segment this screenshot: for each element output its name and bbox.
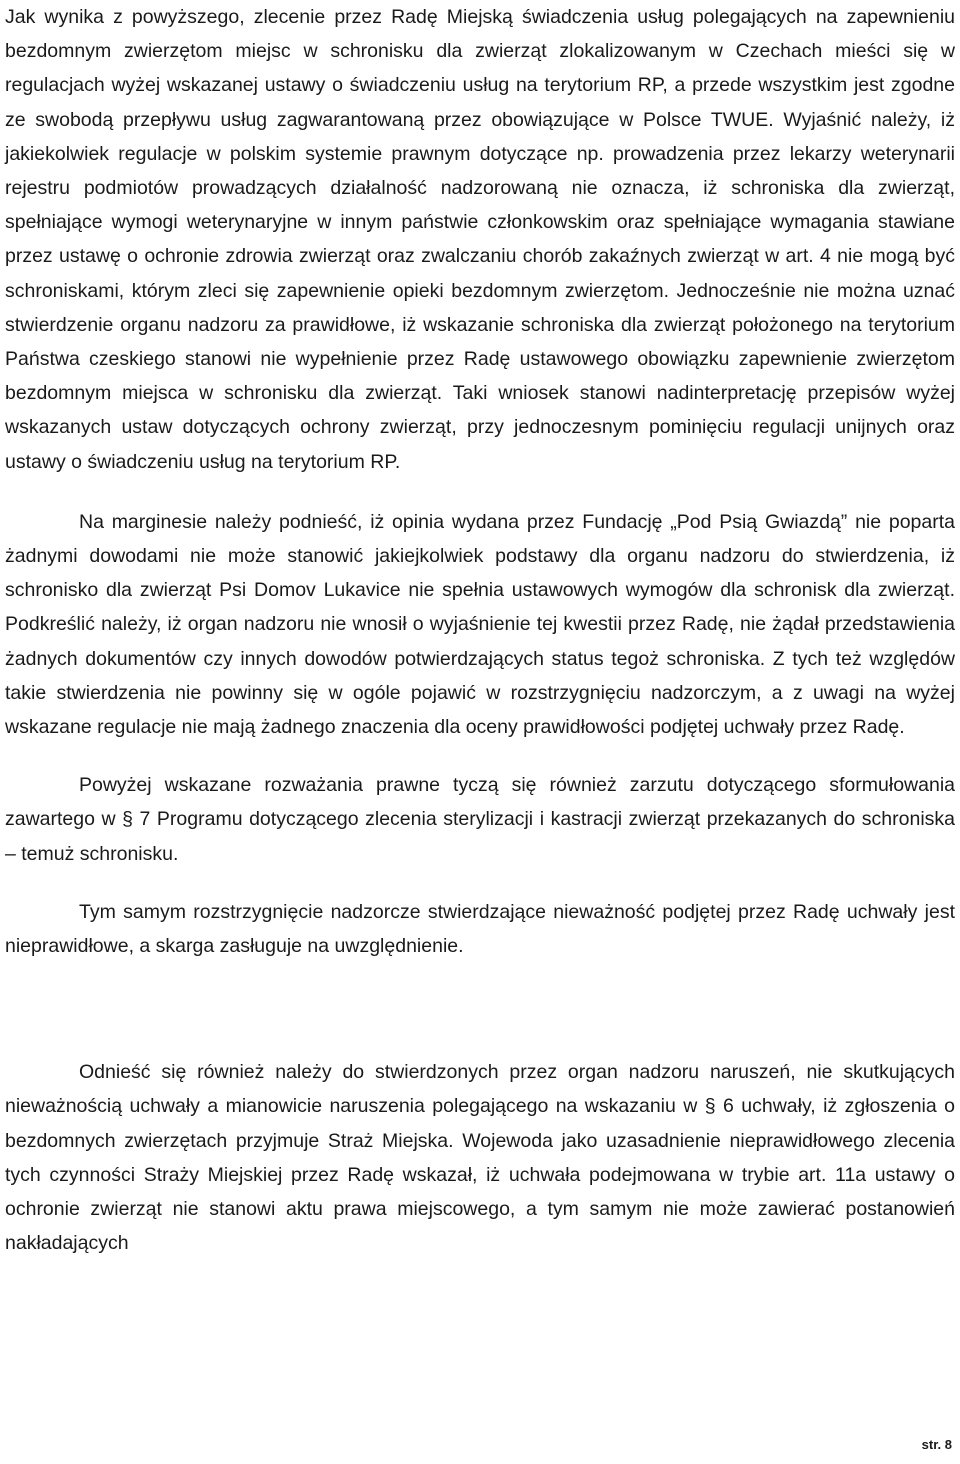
paragraph-4: Tym samym rozstrzygnięcie nadzorcze stwierdzające nieważność podjętej przez Radę uchwały jest nieprawidłowe, a skarga zasługuje na uwzględnienie.	[5, 900, 955, 958]
paragraph-1: Jak wynika z powyższego, zlecenie przez Radę Miejską świadczenia usług polegających na zapewnieniu bezdomnym zwierzętom miejsc w schronisku dla zwierząt zlokalizowanym w Czechach mieści się w regulacjach wyżej wskazanej ustawy o świadczeniu usług na terytorium RP, a przede wszystkim jest zgodne ze swobodą przepływu usług zagwarantowaną przez obowiązujące w Polsce TWUE. Wyjaśnić należy, iż jakiekolwiek regulacje w polskim systemie prawnym dotyczące np. prowadzenia przez lekarzy weterynarii rejestru podmiotów prowadzących działalność nadzorowaną nie oznacza, iż schroniska dla zwierząt, spełniające wymogi weterynaryjne w innym państwie członkowskim oraz spełniające wymagania stawiane przez ustawę o ochronie zdrowia zwierząt oraz zwalczaniu chorób zakaźnych zwierząt w art. 4 nie mogą być schroniskami, którym zleci się zapewnienie opieki bezdomnym zwierzętom. Jednocześnie nie można uznać stwierdzenie organu nadzoru za prawidłowe, iż wskazanie schroniska dla zwierząt położonego na terytorium Państwa czeskiego stanowi nie wypełnienie przez Radę ustawowego obowiązku zapewnienie zwierzętom bezdomnym miejsca w schronisku dla zwierząt. Taki wniosek stanowi nadinterpretację przepisów wyżej wskazanych ustaw dotyczących ochrony zwierząt, przy jednoczesnym pominięciu regulacji unijnych oraz ustawy o świadczeniu usług na terytorium RP.	[5, 6, 955, 473]
document-page	[5, 0, 955, 1261]
paragraph-2: Na marginesie należy podnieść, iż opinia wydana przez Fundację „Pod Psią Gwiazdą” nie poparta żadnymi dowodami nie może stanowić jakiejkolwiek podstawy dla organu nadzoru do stwierdzenia, iż schronisko dla zwierząt Psi Domov Lukavice nie spełnia ustawowych wymogów dla schronisk dla zwierząt. Podkreślić należy, iż organ nadzoru nie wnosił o wyjaśnienie tej kwestii przez Radę, nie żądał przedstawienia żadnych dokumentów czy innych dowodów potwierdzających status tegoż schroniska. Z tych też względów takie stwierdzenia nie powinny się w ogóle pojawić w rozstrzygnięciu nadzorczym, a z uwagi na wyżej wskazane regulacje nie mają żadnego znaczenia dla oceny prawidłowości podjętej uchwały przez Radę.	[5, 510, 955, 739]
paragraph-5: Odnieść się również należy do stwierdzonych przez organ nadzoru naruszeń, nie skutkujących nieważnością uchwały a mianowicie naruszenia polegającego na wskazaniu w § 6 uchwały, iż zgłoszenia o bezdomnych zwierzętach przyjmuje Straż Miejska. Wojewoda jako uzasadnienie nieprawidłowego zlecenia tych czynności Straży Miejskiej przez Radę wskazał, iż uchwała podejmowana w trybie art. 11a ustawy o ochronie zwierząt nie stanowi aktu prawa miejscowego, a tym samym nie może zawierać postanowień nakładających	[5, 1061, 955, 1255]
page-number: str. 8	[921, 1437, 952, 1452]
paragraph-3: Powyżej wskazane rozważania prawne tyczą się również zarzutu dotyczącego sformułowania zawartego w § 7 Programu dotyczącego zlecenia sterylizacji i kastracji zwierząt przekazanych do schroniska – temuż schronisku.	[5, 774, 955, 865]
